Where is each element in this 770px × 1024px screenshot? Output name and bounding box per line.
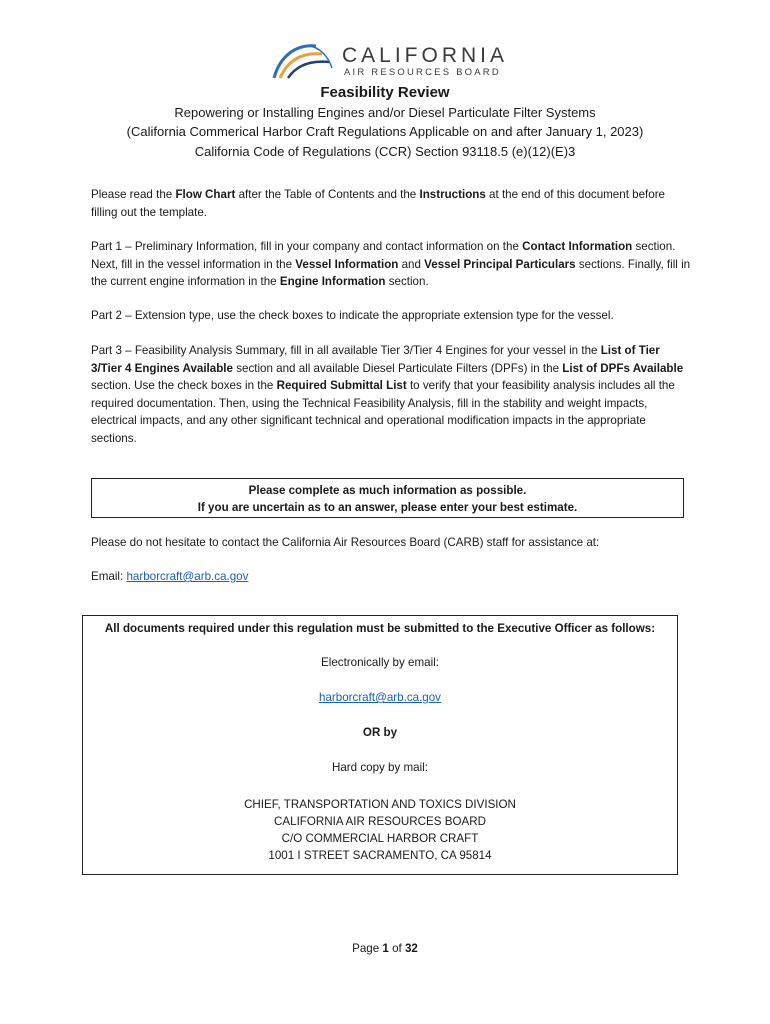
submission-electronic-label: Electronically by email: (321, 656, 439, 669)
address-line: 1001 I STREET SACRAMENTO, CA 95814 (268, 849, 492, 862)
intro-paragraph-1: Please read the Flow Chart after the Table of Contents and the Instructions at the end of this document before filling out the template. (91, 188, 666, 219)
logo-subname: AIR RESOURCES BOARD (344, 67, 501, 78)
submission-heading: All documents required under this regulation must be submitted to the Executive Officer as follows: (104, 622, 656, 635)
intro-paragraph-part3: Part 3 – Feasibility Analysis Summary, fill in all available Tier 3/Tier 4 Engines for your vessel in the List of Tier 3/Tier 4 Engines Available section and all available Diesel Particulate Filters (DPFs) in the List of DPFs Available section. Use the check boxes in the Required Submittal List to verify that your feasibility analysis includes all the required documentation. Then, using the Technical Feasibility Analysis, fill in the stability and weight impacts, electrical impacts, and any other significant technical and operational modification impacts in the appropriate sections. (91, 344, 684, 445)
intro-paragraph-part2: Part 2 – Extension type, use the check boxes to indicate the appropriate extension type for the vessel. (91, 309, 614, 322)
submission-email-link[interactable]: harborcraft@arb.ca.gov (319, 691, 441, 704)
submission-box (82, 615, 678, 875)
mailing-address (83, 796, 677, 864)
carb-logo-mark-icon (270, 38, 342, 82)
notice-box (91, 478, 684, 518)
logo-name: CALIFORNIA (342, 44, 509, 67)
notice-line-2: If you are uncertain as to an answer, please enter your best estimate. (197, 501, 578, 514)
subtitle-2: (California Commerical Harbor Craft Regulations Applicable on and after January 1, 2023) (126, 124, 644, 139)
submission-email-row (83, 691, 677, 704)
page-number: Page 1 of 32 (352, 942, 418, 955)
page-title: Feasibility Review (320, 84, 450, 101)
contact-text: Please do not hesitate to contact the California Air Resources Board (CARB) staff for assistance at: (91, 536, 600, 549)
contact-email-line: Email: harborcraft@arb.ca.gov (91, 570, 249, 583)
subtitle-3: California Code of Regulations (CCR) Section 93118.5 (e)(12)(E)3 (194, 144, 576, 159)
notice-line-1: Please complete as much information as possible. (248, 484, 527, 497)
subtitle-1: Repowering or Installing Engines and/or Diesel Particulate Filter Systems (174, 105, 596, 120)
intro-paragraph-part1: Part 1 – Preliminary Information, fill in your company and contact information on the Contact Information section. Next, fill in the vessel information in the Vessel Information and Vessel Principal Particulars sections. Finally, fill in the current engine information in the Engine Information section. (91, 240, 691, 288)
submission-or: OR by (362, 726, 398, 739)
address-line: CHIEF, TRANSPORTATION AND TOXICS DIVISION (244, 798, 516, 811)
contact-email-link[interactable]: harborcraft@arb.ca.gov (126, 570, 249, 583)
submission-hardcopy-label: Hard copy by mail: (331, 761, 428, 774)
address-line: C/O COMMERCIAL HARBOR CRAFT (281, 832, 479, 845)
address-line: CALIFORNIA AIR RESOURCES BOARD (274, 815, 486, 828)
carb-logo (270, 38, 509, 82)
